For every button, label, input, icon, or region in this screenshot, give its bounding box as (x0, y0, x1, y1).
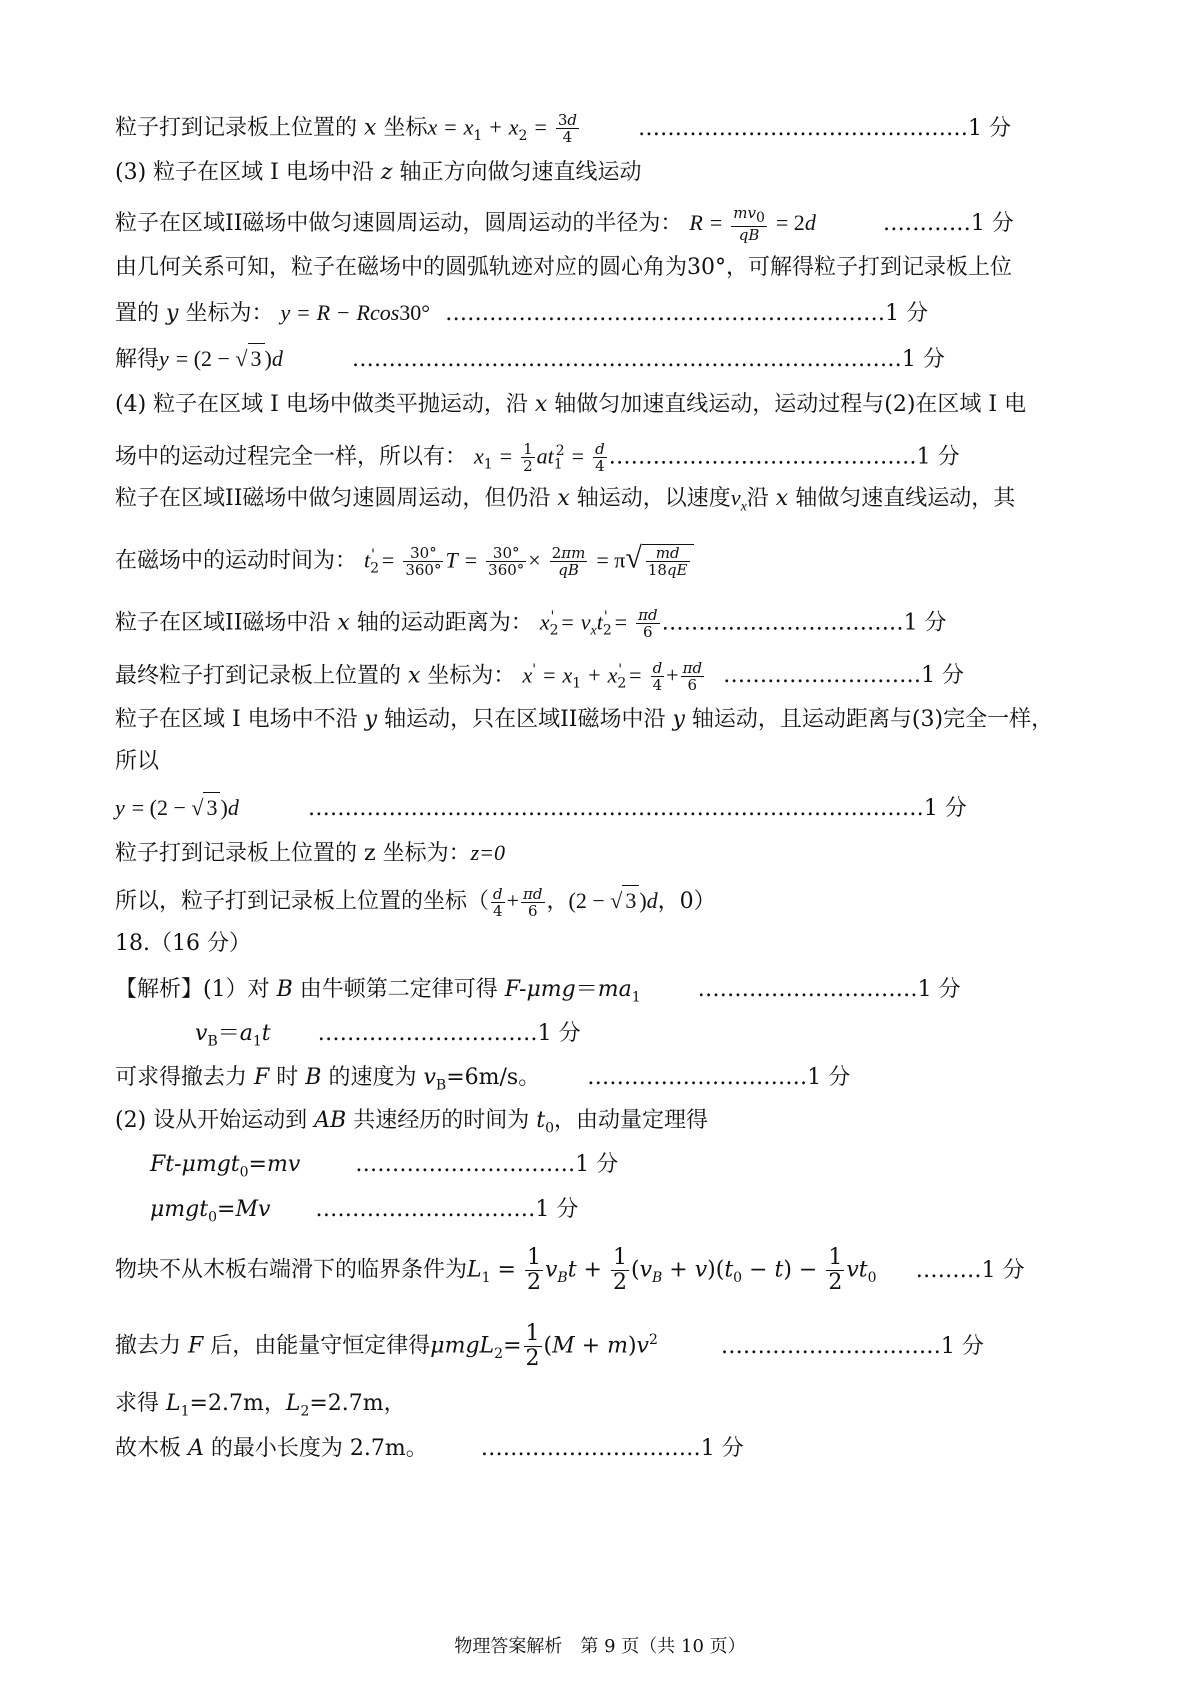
page-footer: 物理答案解析 第 9 页（共 10 页） (454, 1636, 746, 1657)
line-so: 所以 (115, 749, 160, 774)
line-vb: $v_B=a_1t$ …………………………1 分 (195, 1021, 581, 1050)
line-velocity-x: 粒子在区域II磁场中做匀速圆周运动，但仍沿 x 轴运动，以速度$v_x$沿 x 轴做匀速直线运动，其 (115, 485, 1016, 515)
line-part4-intro: (4) 粒子在区域 I 电场中做类平抛运动，沿 x 轴做匀加速直线运动，运动过程与(2)在区域 I 电 (115, 392, 1027, 417)
line-radius: 粒子在区域II磁场中做匀速圆周运动，圆周运动的半径为： R = $\frac{mv_0}{qB}$ = 2d …………1 分 (115, 204, 1014, 244)
line-newton: 【解析】(1）对 B 由牛顿第二定律可得 $F-\mu mg=ma_1$ …………………………1 分 (115, 977, 961, 1006)
line-part3-intro: (3) 粒子在区域 I 电场中沿 z 轴正方向做匀速直线运动 (115, 160, 642, 185)
line-final-coordinate: 所以，粒子打到记录板上位置的坐标（ $\frac{d}{4}$ + $\frac{\pi d}{6}$ ，(2 − √ 3 )d，0） (115, 884, 716, 920)
line-z-coordinate: 粒子打到记录板上位置的 z 坐标为：z=0 (115, 840, 506, 866)
line-momentum-eq2: μmgt$_0$=Mv …………………………1 分 (150, 1197, 579, 1226)
line-energy-conservation: 撤去力 F 后，由能量守恒定律得μmgL$_2$= $\frac{1}{2}$ $(M + m)v^2$ …………………………1 分 (115, 1321, 984, 1371)
line-x1: 场中的运动过程完全一样，所以有： $x_1$ = $\frac{1}{2}$ $at_1^2$ = $\frac{d}{4}$ ……………………………………1 分 (115, 439, 960, 475)
line-vb-value: 可求得撤去力 F 时 B 的速度为 $v_B=6m/s$。 …………………………1 分 (115, 1065, 851, 1094)
question-18-heading: 18.（16 分） (115, 931, 251, 956)
line-geometry: 由几何关系可知，粒子在磁场中的圆弧轨迹对应的圆心角为30°，可解得粒子打到记录板上位 (115, 255, 1012, 280)
line-critical-condition: 物块不从木板右端滑下的临界条件为$L_1$ = $\frac{1}{2}$ $v_Bt$ + $\frac{1}{2}$ $(v_B + v)(t_0 - t)$ − $\frac{1}{2}$ $vt_0$ ………1 分 (115, 1245, 1025, 1295)
line-x2-distance: 粒子在区域II磁场中沿 x 轴的运动距离为： $x_2' = v_xt_2'$ = $\frac{\pi d}{6}$ ……………………………1 分 (115, 605, 947, 641)
line-y-motion: 粒子在区域 I 电场中不沿 y 轴运动，只在区域II磁场中沿 y 轴运动，且运动距离与(3)完全一样， (115, 707, 1054, 732)
line-lengths: 求得 $L_1=2.7m$，$L_2=2.7m$， (115, 1391, 406, 1420)
line-time: 在磁场中的运动时间为： $t_2'$ = $\frac{30^\circ}{360^\circ}$ T = $\frac{30^\circ}{360^\circ}$ × $\frac{2\pi m}{qB}$ = π√ $\frac{md}{18qE}$ (115, 540, 694, 584)
line-minimum-length: 故木板 A 的最小长度为 2.7m。 …………………………1 分 (115, 1436, 744, 1461)
line-momentum-intro: (2) 设从开始运动到 AB 共速经历的时间为 $t_0$，由动量定理得 (115, 1108, 709, 1137)
line-y-result: 解得y = (2 − √ 3 )d …………………………………………………………………1 分 (115, 343, 945, 375)
line-momentum-eq1: Ft-μmgt$_0$=mv …………………………1 分 (150, 1152, 619, 1181)
line-final-x: 最终粒子打到记录板上位置的 x 坐标为： $x' = x_1 + x_2'$ = $\frac{d}{4}$ + $\frac{\pi d}{6}$ ………………………1 分 (115, 658, 965, 694)
line-y-formula: 置的 y 坐标为： y = R − Rcos30° ……………………………………………………1 分 (115, 300, 929, 326)
line-x-coordinate: 粒子打到记录板上位置的 x 坐标$x = x_1 + x_2$ = $\frac{3d}{4}$ ………………………………………1 分 (115, 111, 1012, 146)
line-y-result-2: y = (2 − √ 3 )d …………………………………………………………………………1 分 (115, 792, 967, 824)
